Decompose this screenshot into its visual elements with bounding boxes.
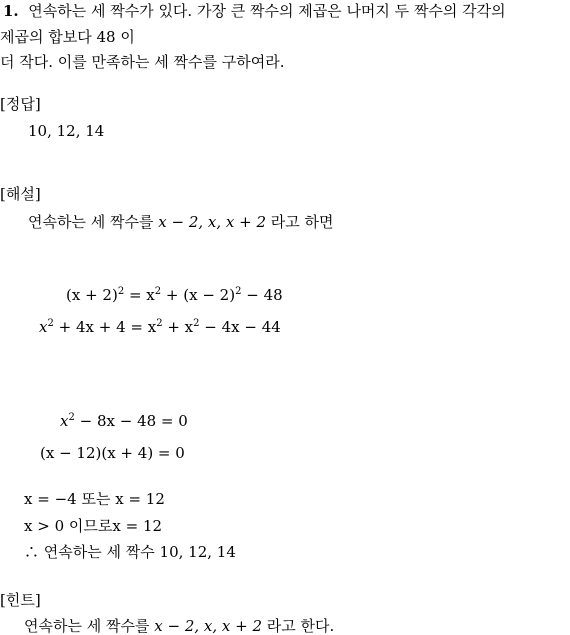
solution-conclusion: [24, 545, 236, 560]
eq1-sq-1: 2: [117, 286, 125, 297]
hint-prefix: 연속하는 세 짝수를: [24, 617, 150, 635]
solution-intro-terms: x − 2, x, x + 2: [158, 213, 266, 231]
eq2-main: + 4x + 4 = x: [58, 318, 157, 336]
eq2-sq-3: 2: [193, 318, 200, 329]
answer-value: 10, 12, 14: [28, 122, 105, 140]
hint-heading: [힌트]: [0, 591, 41, 609]
solution-heading: [해설]: [0, 185, 41, 203]
step1-b: x = 12: [115, 490, 165, 508]
eq3-tail: − 8x − 48 = 0: [79, 412, 188, 430]
conclusion-text: 연속하는 세 짝수: [43, 543, 155, 561]
solution-step-1: [24, 492, 165, 507]
question-text-3: 더 작다. 이를 만족하는 세 짝수를 구하여라.: [0, 53, 285, 71]
step2-mid: 이므로: [68, 517, 113, 535]
equation-1: [66, 288, 283, 303]
step2-a: x > 0: [24, 517, 65, 535]
eq1-rest: + (x − 2): [165, 286, 236, 304]
hint-text: [24, 619, 334, 634]
equation-2: $x^2 + 4x + 4 = x^2 + x^2 - 4x - 44$: [39, 318, 281, 336]
hint-suffix: 라고 한다.: [266, 617, 335, 635]
eq2-sq-1: 2: [47, 318, 54, 329]
step1-a: x = −4: [24, 490, 77, 508]
question-line-1: [3, 4, 506, 19]
eq3-sq: 2: [68, 412, 75, 423]
solution-step-2: [24, 519, 162, 534]
step1-mid: 또는: [81, 490, 111, 508]
eq1-lhs: (x + 2): [66, 286, 118, 304]
answer-heading: [정답]: [0, 95, 41, 113]
equation-4: (x − 12)(x + 4) = 0: [40, 444, 185, 462]
eq2-sq-2: 2: [156, 318, 163, 329]
question-number: 1.: [3, 2, 19, 20]
eq2-rest: + x: [167, 318, 194, 336]
solution-intro-prefix: 연속하는 세 짝수를: [28, 213, 154, 231]
step2-b: x = 12: [112, 517, 163, 535]
equation-3: $x^2 - 8x - 48 = 0$: [60, 412, 188, 430]
eq1-sq-3: 2: [235, 286, 242, 297]
conclusion-values: 10, 12, 14: [159, 543, 236, 561]
therefore-symbol: ∴: [24, 543, 40, 561]
eq1-rhs: = x: [128, 286, 155, 304]
question-text-2: 제곱의 합보다 48 이: [0, 28, 135, 46]
question-text-1: 연속하는 세 짝수가 있다. 가장 큰 짝수의 제곱은 나머지 두 짝수의 각각의: [28, 2, 506, 20]
eq1-sq-2: 2: [154, 286, 162, 297]
eq2-tail: − 4x − 44: [204, 318, 281, 336]
eq1-tail: − 48: [246, 286, 283, 304]
solution-intro: [28, 215, 334, 230]
hint-terms: x − 2, x, x + 2: [154, 617, 262, 635]
solution-intro-suffix: 라고 하면: [270, 213, 334, 231]
